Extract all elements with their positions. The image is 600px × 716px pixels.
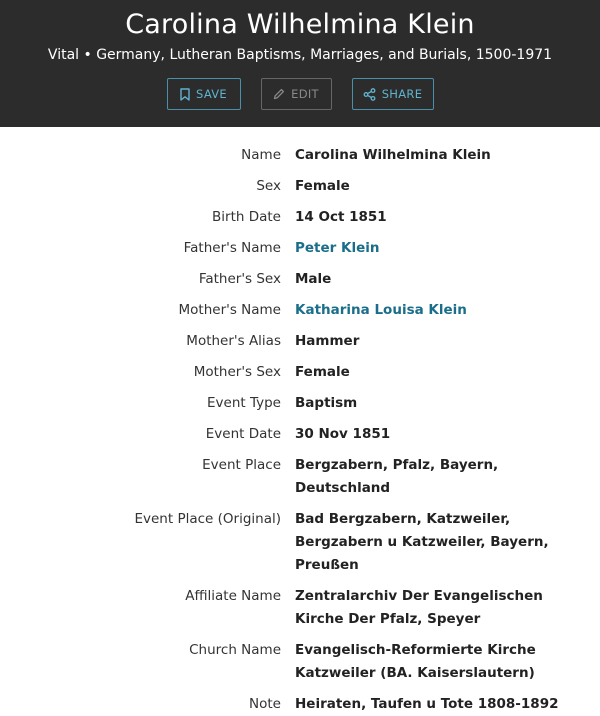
field-row xyxy=(0,393,600,415)
edit-button[interactable] xyxy=(261,78,332,110)
field-label: Name xyxy=(241,147,281,163)
field-label: Affiliate Name xyxy=(185,588,281,604)
field-row xyxy=(0,694,600,716)
field-value: Baptism xyxy=(295,395,358,411)
record-subtitle: Vital • Germany, Lutheran Baptisms, Marriages, and Burials, 1500-1971 xyxy=(47,47,553,63)
field-label: Church Name xyxy=(189,642,281,658)
bookmark-icon xyxy=(180,88,190,101)
field-value: Female xyxy=(295,178,350,194)
field-row xyxy=(0,331,600,353)
save-button-label: SAVE xyxy=(196,87,227,101)
field-label: Father's Name xyxy=(183,240,281,256)
share-button-label: SHARE xyxy=(381,87,423,101)
field-label: Mother's Alias xyxy=(186,333,281,349)
field-value: Evangelisch-Reformierte Kirche Katzweiler (BA. Kaiserslautern) xyxy=(295,642,536,681)
field-row xyxy=(0,640,600,685)
field-label: Event Type xyxy=(207,395,281,411)
field-label: Note xyxy=(249,696,281,712)
record-details xyxy=(0,127,600,716)
field-label: Birth Date xyxy=(212,209,281,225)
mother-name-link[interactable]: Katharina Louisa Klein xyxy=(295,302,467,318)
field-label: Mother's Sex xyxy=(193,364,281,380)
field-row xyxy=(0,455,600,500)
field-row xyxy=(0,207,600,229)
field-value: Zentralarchiv Der Evangelischen Kirche Der Pfalz, Speyer xyxy=(295,588,543,627)
field-row xyxy=(0,509,600,577)
field-value: Hammer xyxy=(295,333,360,349)
field-value: Bergzabern, Pfalz, Bayern, Deutschland xyxy=(295,457,499,496)
field-row xyxy=(0,238,600,260)
field-row xyxy=(0,145,600,167)
field-row xyxy=(0,586,600,631)
field-value: 30 Nov 1851 xyxy=(295,426,391,442)
share-icon xyxy=(363,88,376,101)
field-label: Father's Sex xyxy=(198,271,281,287)
pencil-icon xyxy=(273,88,285,100)
field-row xyxy=(0,424,600,446)
action-bar xyxy=(0,78,600,110)
record-header xyxy=(0,0,600,127)
field-value: 14 Oct 1851 xyxy=(295,209,387,225)
field-value: Female xyxy=(295,364,350,380)
field-value: Carolina Wilhelmina Klein xyxy=(295,147,491,163)
field-label: Event Place xyxy=(202,457,281,473)
save-button[interactable] xyxy=(167,78,241,110)
field-value: Heiraten, Taufen u Tote 1808-1892 xyxy=(295,696,559,712)
father-name-link[interactable]: Peter Klein xyxy=(295,240,380,256)
field-row xyxy=(0,362,600,384)
share-button[interactable] xyxy=(352,78,434,110)
field-label: Event Place (Original) xyxy=(134,511,281,527)
field-row xyxy=(0,300,600,322)
record-title: Carolina Wilhelmina Klein xyxy=(125,9,475,40)
field-row xyxy=(0,176,600,198)
field-label: Mother's Name xyxy=(178,302,281,318)
field-label: Event Date xyxy=(205,426,281,442)
field-value: Male xyxy=(295,271,332,287)
edit-button-label: EDIT xyxy=(291,87,319,101)
field-value: Bad Bergzabern, Katzweiler, Bergzabern u Katzweiler, Bayern, Preußen xyxy=(295,511,549,573)
field-label: Sex xyxy=(256,178,281,194)
field-row xyxy=(0,269,600,291)
